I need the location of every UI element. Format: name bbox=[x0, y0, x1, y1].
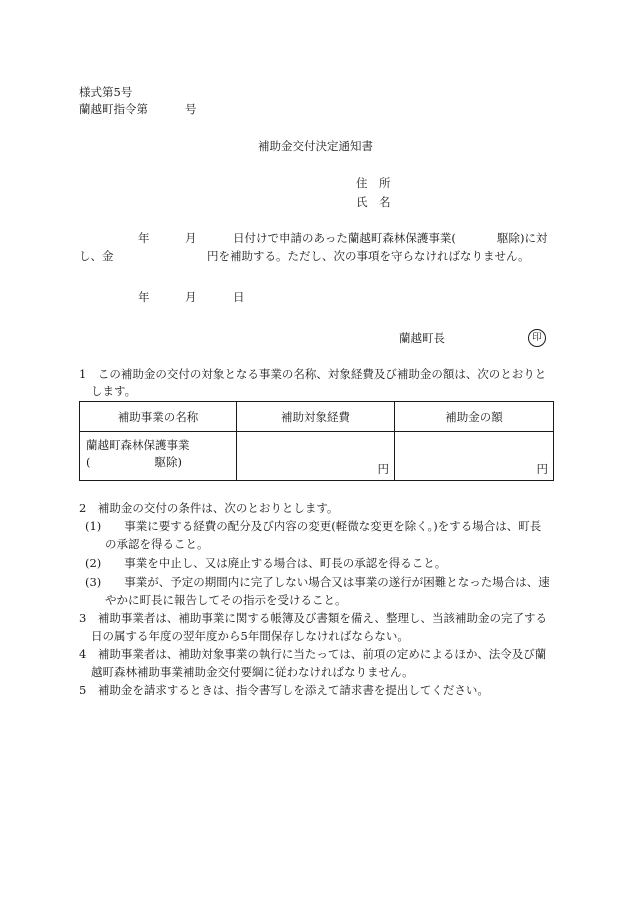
clause-2-1-line2: の承認を得ること。 bbox=[105, 537, 209, 551]
body-year: 年 bbox=[138, 231, 150, 245]
header-grant-amount: 補助金の額 bbox=[395, 402, 554, 432]
document-title: 補助金交付決定通知書 bbox=[258, 139, 373, 153]
cell-eligible-cost bbox=[237, 432, 395, 481]
grant-table bbox=[79, 401, 554, 481]
amount-unit: 円 bbox=[536, 462, 548, 476]
clause-4-line1: 4 補助事業者は、補助対象事業の執行に当たっては、前項の定めによるほか、法令及び蘭 bbox=[79, 647, 547, 661]
cell-grant-amount bbox=[395, 432, 554, 481]
directive-number-prefix: 蘭越町指令第 bbox=[79, 102, 148, 116]
clause-5: 5 補助金を請求するときは、指令書写しを添えて請求書を提出してください。 bbox=[79, 683, 489, 697]
directive-number-suffix: 号 bbox=[185, 102, 197, 116]
date-year: 年 bbox=[138, 290, 150, 304]
clause-2-3-line2: やかに町長に報告してその指示を受けること。 bbox=[105, 593, 347, 607]
body-line2-text: 円を補助する。ただし、次の事項を守らなければなりません。 bbox=[207, 249, 530, 263]
header-eligible-cost: 補助対象経費 bbox=[237, 402, 395, 432]
clause-3-line1: 3 補助事業者は、補助事業に関する帳簿及び書類を備え、整理し、当該補助金の完了する bbox=[79, 611, 548, 625]
project-name-line1: 蘭越町森林保護事業 bbox=[86, 438, 190, 452]
date-month: 月 bbox=[185, 290, 197, 304]
clause-1-line1: 1 この補助金の交付の対象となる事業の名称、対象経費及び補助金の額は、次のとおりと bbox=[79, 367, 547, 381]
body-line2-prefix: し、金 bbox=[79, 249, 114, 263]
project-name-extermination: 駆除) bbox=[154, 455, 182, 469]
clause-2: 2 補助金の交付の条件は、次のとおりとします。 bbox=[79, 501, 339, 515]
body-line1-extermination: 駆除)に対 bbox=[497, 231, 548, 245]
address-label: 住 所 bbox=[356, 176, 391, 190]
date-day: 日 bbox=[233, 290, 245, 304]
body-month: 月 bbox=[185, 231, 197, 245]
project-name-open-paren: ( bbox=[86, 455, 91, 469]
seal-mark: 印 bbox=[528, 329, 546, 347]
name-label: 氏 名 bbox=[356, 195, 391, 209]
clause-2-1-line1: (1) 事業に要する経費の配分及び内容の変更(軽微な変更を除く。)をする場合は、町長 bbox=[85, 519, 542, 533]
table-row bbox=[80, 432, 554, 481]
clause-4-line2: 越町森林補助事業補助金交付要綱に従わなければなりません。 bbox=[91, 665, 414, 679]
body-line1-text: 日付けで申請のあった蘭越町森林保護事業( bbox=[233, 231, 456, 245]
header-project-name: 補助事業の名称 bbox=[80, 402, 237, 432]
table-header-row bbox=[80, 402, 554, 432]
clause-2-2: (2) 事業を中止し、又は廃止する場合は、町長の承認を得ること。 bbox=[85, 556, 447, 570]
clause-2-3-line1: (3) 事業が、予定の期間内に完了しない場合又は事業の遂行が困難となった場合は、速 bbox=[85, 575, 550, 589]
cell-project-name bbox=[80, 432, 237, 481]
clause-3-line2: 日の属する年度の翌年度から5年間保存しなければならない。 bbox=[91, 629, 409, 643]
clause-1-line2: します。 bbox=[91, 384, 137, 398]
cost-unit: 円 bbox=[377, 462, 389, 476]
form-number: 様式第5号 bbox=[79, 85, 133, 99]
issuer-title: 蘭越町長 bbox=[399, 331, 445, 345]
